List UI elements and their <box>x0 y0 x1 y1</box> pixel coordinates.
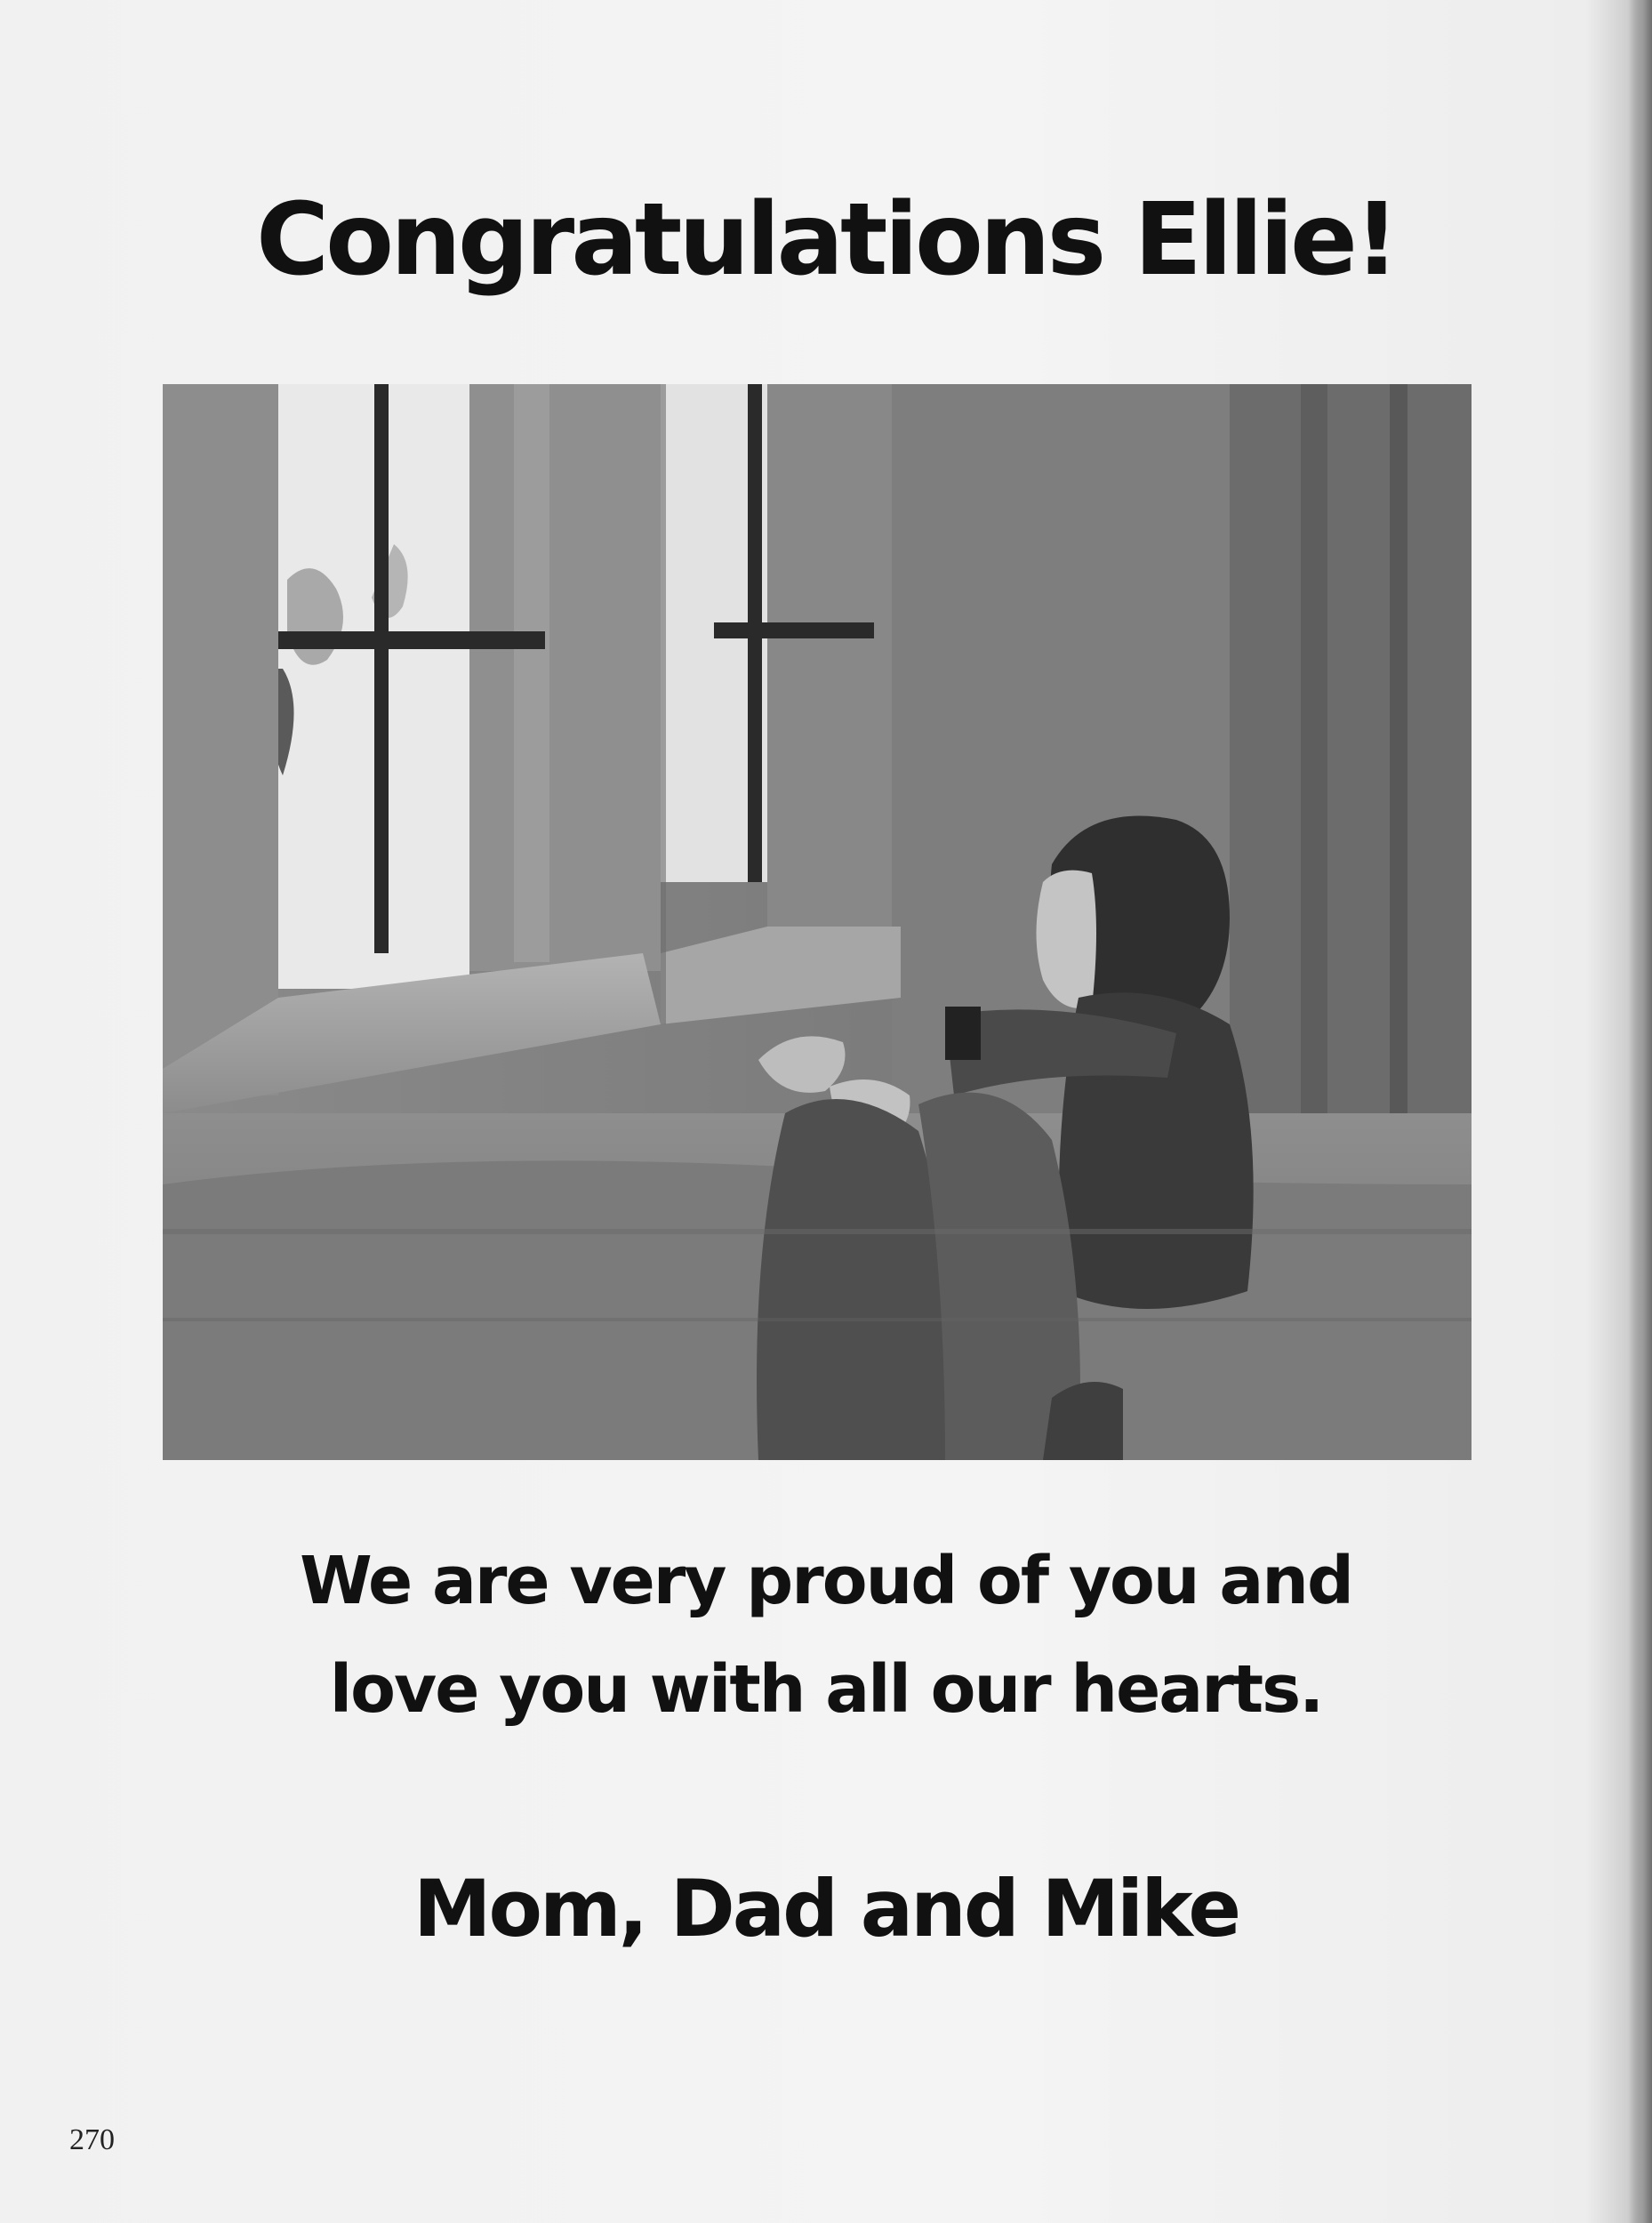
photograph-girl-sitting-by-window-icon <box>163 384 1472 1460</box>
message-line-1: We are very proud of you and <box>300 1543 1352 1619</box>
photograph <box>163 384 1472 1460</box>
page-number: 270 <box>69 2123 115 2156</box>
signature: Mom, Dad and Mike <box>413 1863 1239 1954</box>
message-line-2: love you with all our hearts. <box>329 1651 1323 1728</box>
page-headline: Congratulations Ellie! <box>255 182 1397 298</box>
